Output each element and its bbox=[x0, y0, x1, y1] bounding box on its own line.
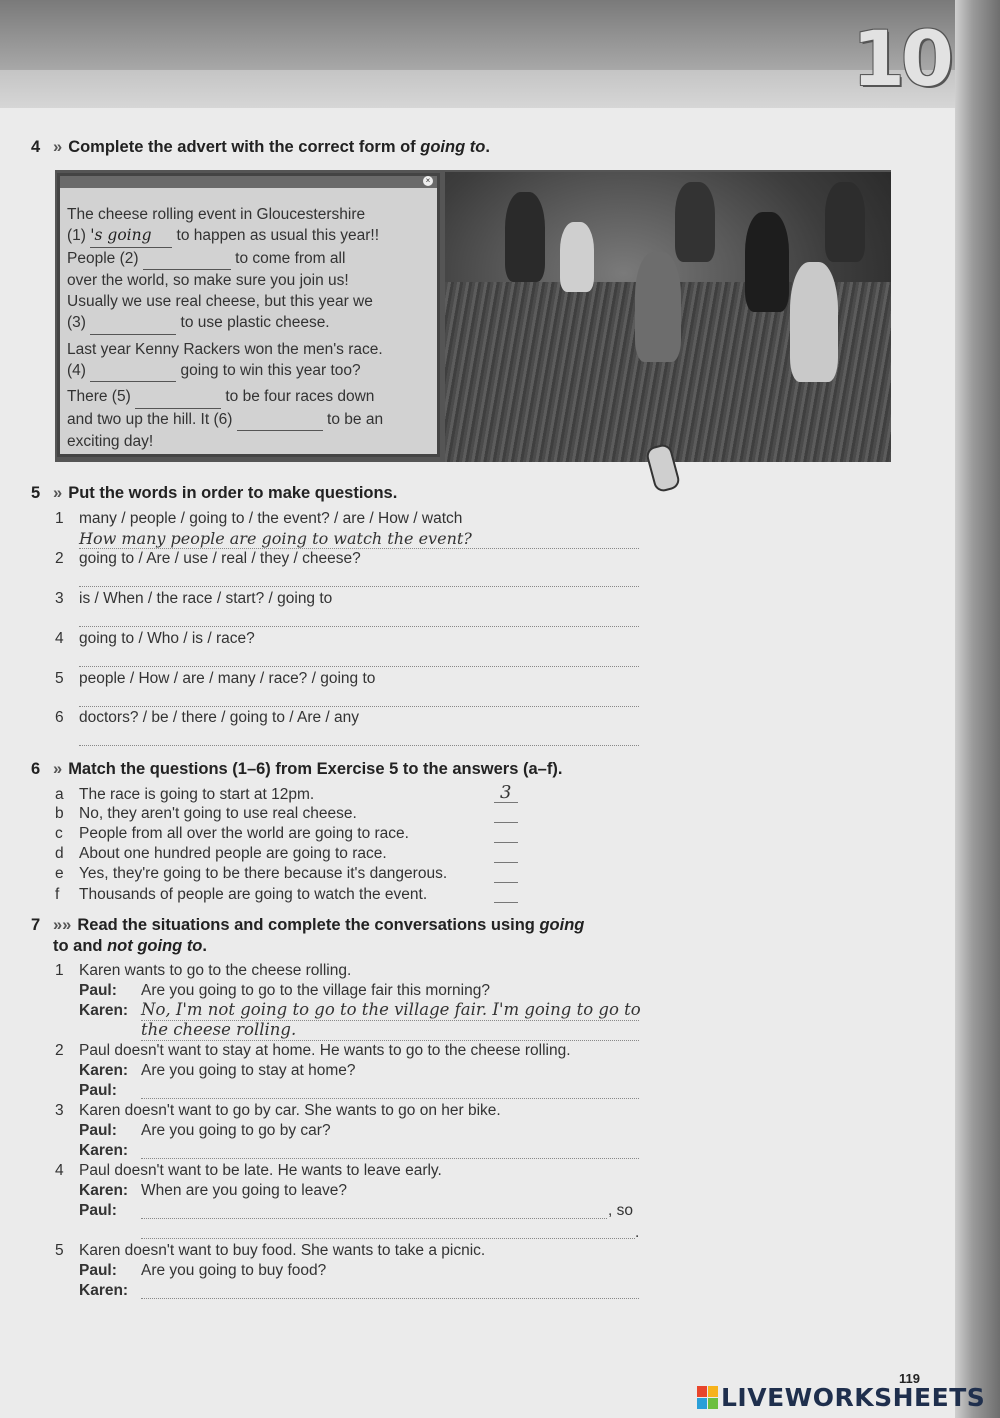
ex7-item-5-situation: 5 Karen doesn't want to buy food. She wants to take a picnic. bbox=[55, 1242, 486, 1259]
ex7-answer-line-3[interactable] bbox=[141, 1158, 639, 1159]
ex5-answer-line-6[interactable] bbox=[79, 745, 639, 746]
ex6-blank-e[interactable] bbox=[494, 882, 518, 883]
ex7-item-1-question: Paul: Are you going to go to the village fair this morning? bbox=[79, 982, 490, 999]
ex6-answer-a[interactable]: 3 bbox=[500, 782, 512, 803]
chevron-icon: » bbox=[53, 138, 63, 156]
ex7-item-1-situation: 1 Karen wants to go to the cheese rolling. bbox=[55, 962, 352, 979]
ex5-answer-line-3[interactable] bbox=[79, 626, 639, 627]
ex7-item-5-role-2: Karen: bbox=[79, 1282, 129, 1299]
close-icon: × bbox=[423, 176, 433, 186]
ex7-answer-line-4a[interactable] bbox=[141, 1218, 607, 1219]
ex7-item-4-dot: . bbox=[635, 1224, 640, 1241]
cheese-rolling-photo bbox=[445, 172, 891, 462]
ex7-item-1-role-2: Karen: bbox=[79, 1002, 129, 1019]
ex6-item-a: a The race is going to start at 12pm. bbox=[55, 786, 315, 803]
ex7-heading: 7 »» Read the situations and complete the conversations using going to and not going to. bbox=[31, 916, 585, 955]
ex7-item-3-situation: 3 Karen doesn't want to go by car. She wants to go on her bike. bbox=[55, 1102, 501, 1119]
ex7-item-4-role-2: Paul: bbox=[79, 1202, 117, 1219]
ex6-blank-d[interactable] bbox=[494, 862, 518, 863]
chevron-icon: » bbox=[53, 760, 63, 778]
ex6-blank-b[interactable] bbox=[494, 822, 518, 823]
advert-blank-4[interactable] bbox=[90, 360, 176, 382]
ex7-item-5-question: Paul: Are you going to buy food? bbox=[79, 1262, 327, 1279]
ex5-item-1: 1 many / people / going to / the event? / are / How / watch bbox=[55, 510, 463, 527]
ex4-heading: 4 » Complete the advert with the correct form of going to. bbox=[31, 138, 490, 156]
liveworksheets-wordmark: LIVEWORKSHEETS bbox=[721, 1383, 986, 1412]
page-number: 119 bbox=[899, 1371, 920, 1386]
ex6-item-c: c People from all over the world are going to race. bbox=[55, 825, 409, 842]
ex6-item-d: d About one hundred people are going to race. bbox=[55, 845, 387, 862]
ex7-item-3-question: Paul: Are you going to go by car? bbox=[79, 1122, 331, 1139]
ex7-answer-line-1b[interactable] bbox=[141, 1040, 639, 1041]
ex7-answer-1b[interactable]: the cheese rolling. bbox=[141, 1020, 297, 1039]
liveworksheets-watermark bbox=[697, 1382, 997, 1416]
ex5-heading: 5 » Put the words in order to make questions. bbox=[31, 484, 398, 502]
advert-blank-2[interactable] bbox=[143, 248, 231, 270]
ex7-item-2-situation: 2 Paul doesn't want to stay at home. He wants to go to the cheese rolling. bbox=[55, 1042, 571, 1059]
ex6-item-f: f Thousands of people are going to watch the event. bbox=[55, 886, 428, 903]
ex5-item-4: 4 going to / Who / is / race? bbox=[55, 630, 255, 647]
ex7-answer-line-2[interactable] bbox=[141, 1098, 639, 1099]
advert-box bbox=[57, 173, 440, 457]
ex7-item-2-role-2: Paul: bbox=[79, 1082, 117, 1099]
ex6-item-b: b No, they aren't going to use real cheese. bbox=[55, 805, 357, 822]
ex5-answer-line-5[interactable] bbox=[79, 706, 639, 707]
chevron-icon: » bbox=[53, 484, 63, 502]
unit-number: 10 bbox=[852, 14, 950, 103]
ex6-item-e: e Yes, they're going to be there because it's dangerous. bbox=[55, 865, 448, 882]
ex7-answer-1a[interactable]: No, I'm not going to go to the village fair. I'm going to go to bbox=[141, 1000, 641, 1019]
ex7-item-2-question: Karen: Are you going to stay at home? bbox=[79, 1062, 356, 1079]
ex6-blank-c[interactable] bbox=[494, 842, 518, 843]
advert-blank-3[interactable] bbox=[90, 312, 176, 334]
unit-header-band bbox=[0, 0, 955, 108]
ex7-item-4-situation: 4 Paul doesn't want to be late. He wants to leave early. bbox=[55, 1162, 442, 1179]
ex5-answer-1[interactable]: How many people are going to watch the event? bbox=[79, 529, 472, 548]
ex7-item-3-role-2: Karen: bbox=[79, 1142, 129, 1159]
ex7-answer-line-5[interactable] bbox=[141, 1298, 639, 1299]
advert-blank-6[interactable] bbox=[237, 409, 323, 431]
advert-blank-1[interactable]: 's going bbox=[90, 225, 172, 247]
page-spine-shadow bbox=[955, 0, 1000, 1418]
ex5-answer-line-4[interactable] bbox=[79, 666, 639, 667]
ex7-item-4-question: Karen: When are you going to leave? bbox=[79, 1182, 347, 1199]
ex6-blank-f[interactable] bbox=[494, 902, 518, 903]
ex5-item-6: 6 doctors? / be / there / going to / Are / any bbox=[55, 709, 360, 726]
ex5-item-3: 3 is / When / the race / start? / going to bbox=[55, 590, 333, 607]
ex5-answer-line-2[interactable] bbox=[79, 586, 639, 587]
ex4-number: 4 bbox=[31, 138, 41, 156]
ex5-item-2: 2 going to / Are / use / real / they / cheese? bbox=[55, 550, 361, 567]
ex5-item-5: 5 people / How / are / many / race? / going to bbox=[55, 670, 376, 687]
ex5-answer-line-1[interactable] bbox=[79, 548, 639, 549]
advert-blank-5[interactable] bbox=[135, 386, 221, 408]
ex6-heading: 6 » Match the questions (1–6) from Exercise 5 to the answers (a–f). bbox=[31, 760, 563, 778]
chevron-icon: »» bbox=[53, 916, 72, 934]
liveworksheets-logo-icon bbox=[697, 1386, 719, 1410]
advert-text: The cheese rolling event in Gloucestershire (1) 's going to happen as usual this year!! People (2) to come from all over the world, so make sure you join us! Usually we use real cheese, but this year we (3) to use plastic cheese. Last year Kenny Rackers won the men's race. (4) going to win this year too? There (5) to be four races down and two up the hill. It (6) to be an exciting day! bbox=[67, 206, 384, 450]
ex7-item-4-so: , so bbox=[608, 1202, 633, 1219]
ex7-answer-line-4b[interactable] bbox=[141, 1238, 635, 1239]
ex6-blank-a[interactable] bbox=[494, 802, 518, 803]
